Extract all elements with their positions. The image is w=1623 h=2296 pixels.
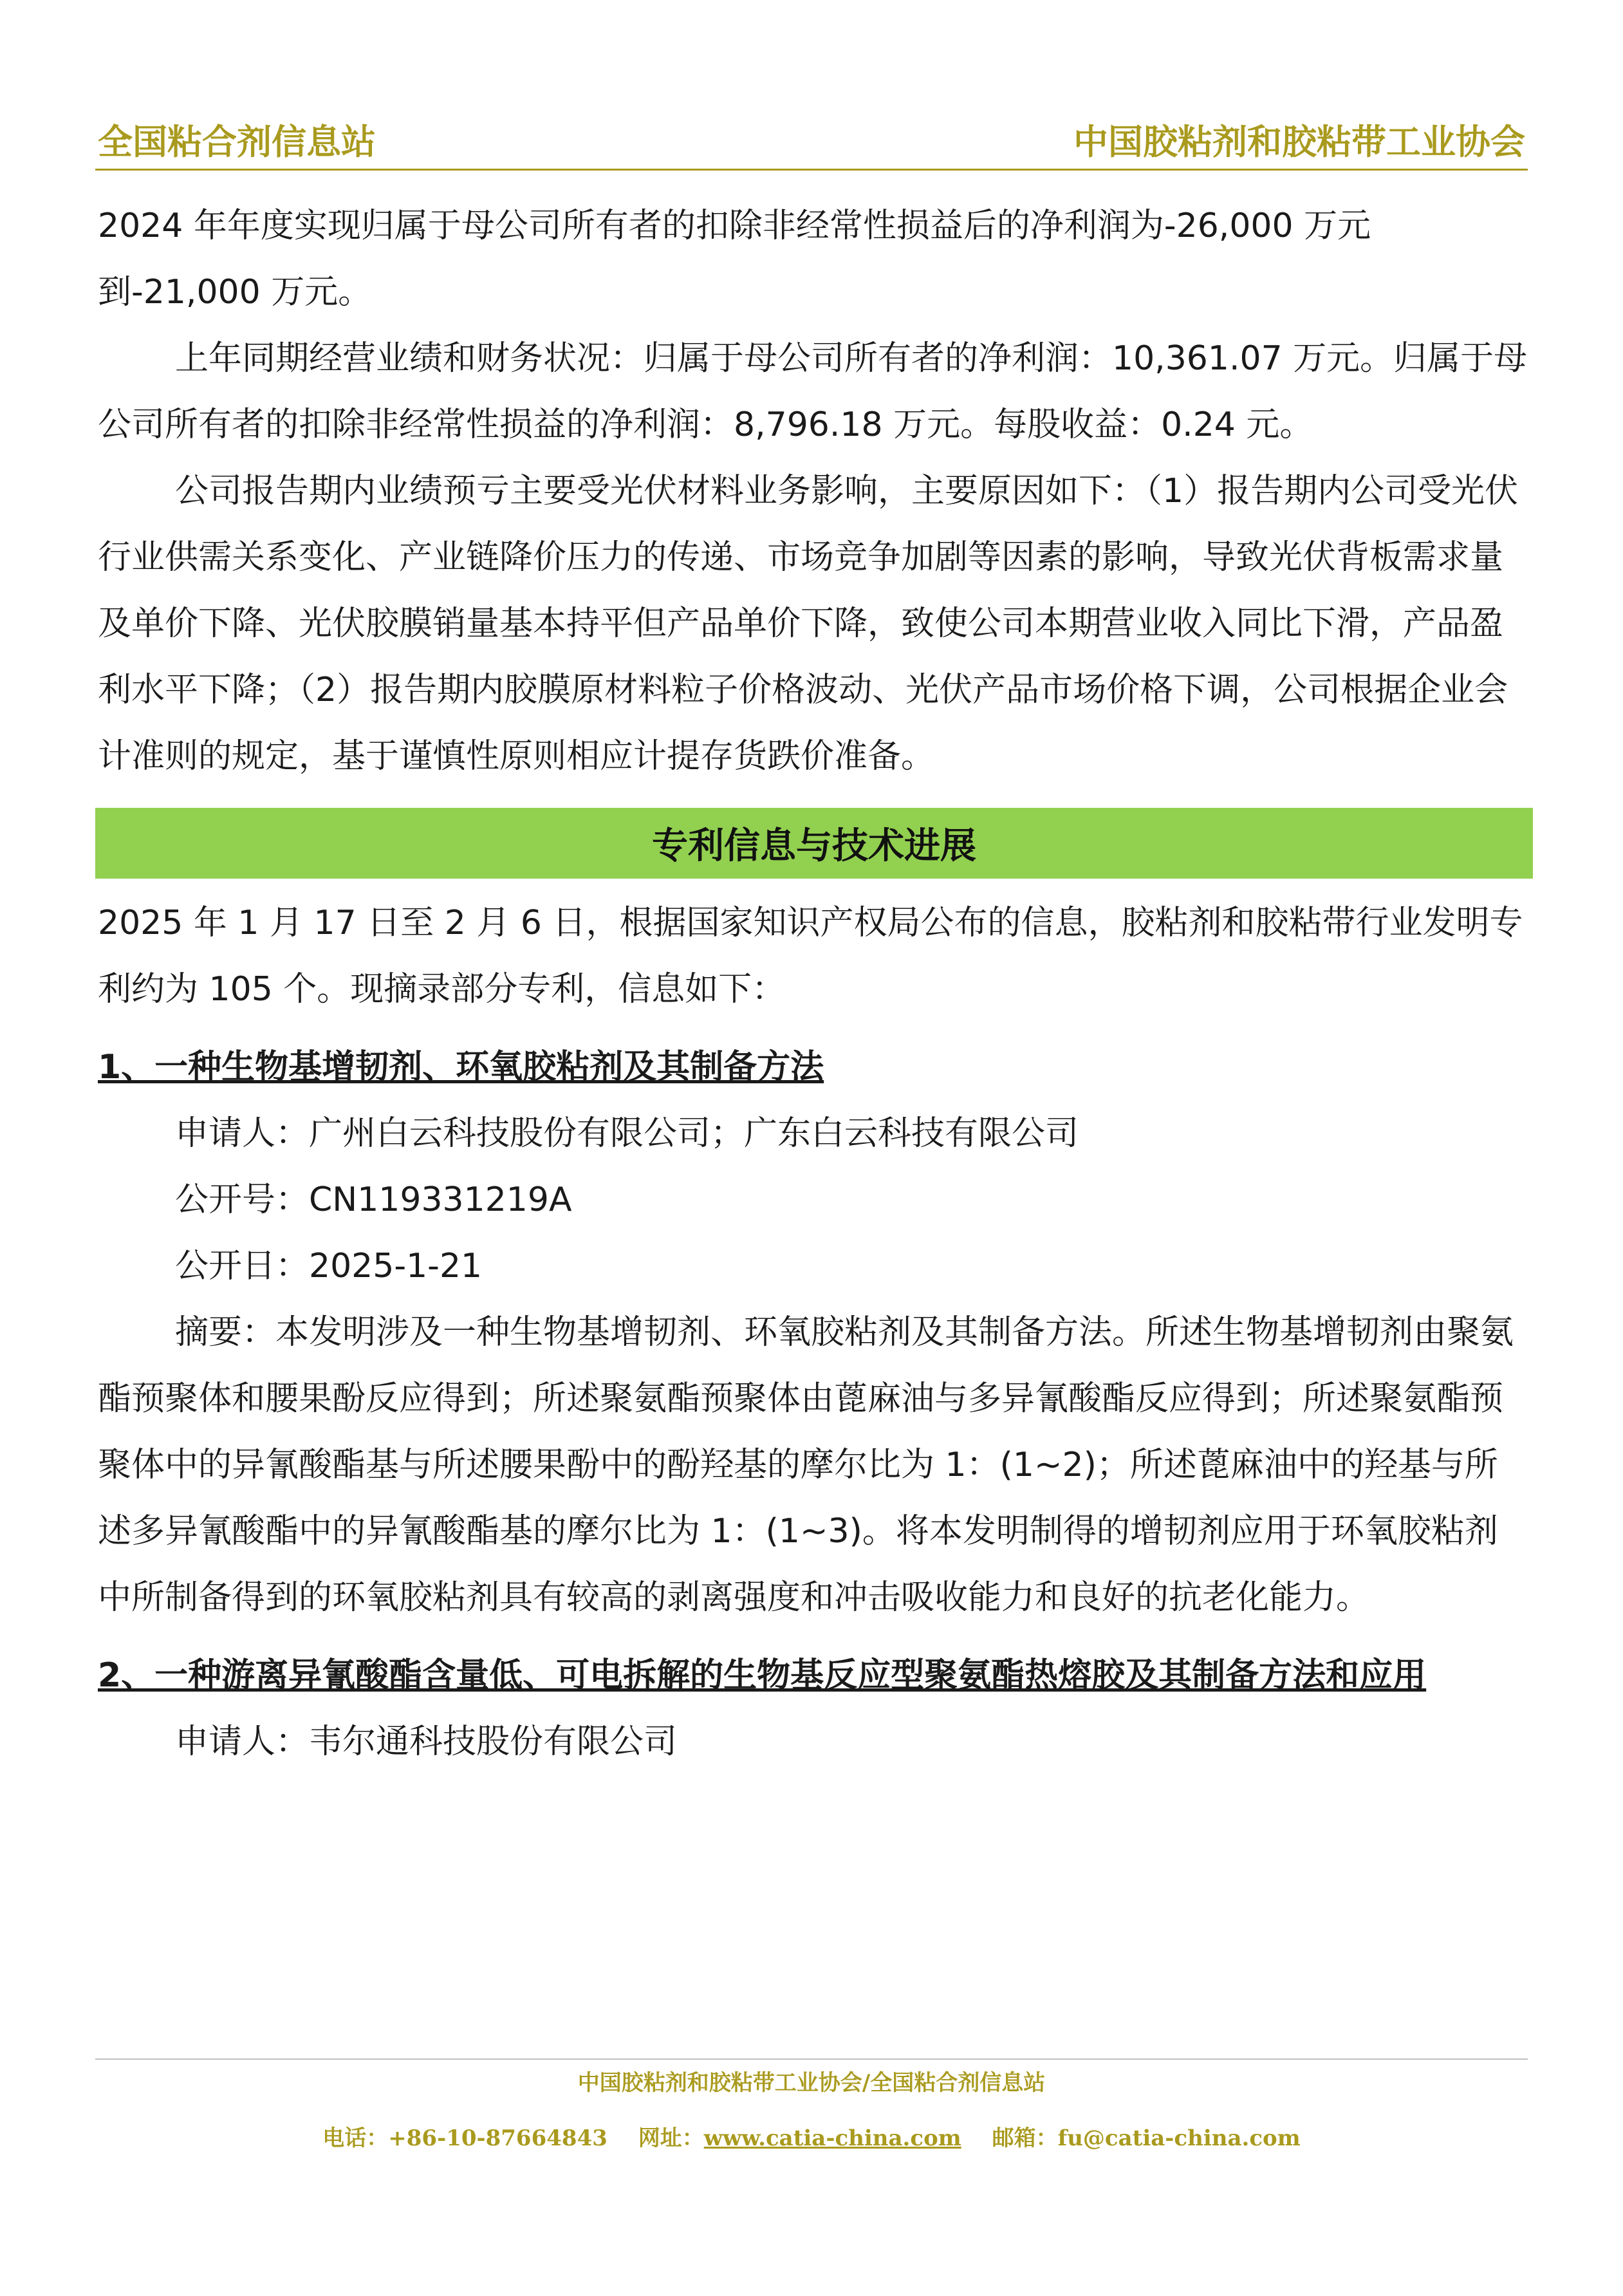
document-body [98, 193, 1530, 1775]
header-left-title: 全国粘合剂信息站 [98, 121, 376, 162]
footer-contact [0, 2120, 1623, 2152]
patent-2-applicant: 申请人：韦尔通科技股份有限公司 [175, 1722, 678, 1761]
patent-1-pub-date: 公开日：2025-1-21 [175, 1247, 483, 1285]
section-banner: 专利信息与技术进展 [95, 808, 1533, 879]
paragraph-net-profit: 2024 年年度实现归属于母公司所有者的扣除非经常性损益后的净利润为-26,000 万元到-21,000 万元。 [98, 207, 1371, 312]
patent-1-applicant: 申请人：广州白云科技股份有限公司；广东白云科技有限公司 [175, 1114, 1079, 1153]
patent-1-abstract: 摘要：本发明涉及一种生物基增韧剂、环氧胶粘剂及其制备方法。所述生物基增韧剂由聚氨酯预聚体和腰果酚反应得到；所述聚氨酯预聚体由蓖麻油与多异氰酸酯反应得到；所述聚氨酯预聚体中的异氰酸酯基与所述腰果酚中的酚羟基的摩尔比为 1：(1~2)；所述蓖麻油中的羟基与所述多异氰酸酯中的异氰酸酯基的摩尔比为 1：(1~3)。将本发明制得的增韧剂应用于环氧胶粘剂中所制备得到的环氧胶粘剂具有较高的剥离强度和冲击吸收能力和良好的抗老化能力。 [98, 1313, 1514, 1617]
patent-2-title: 2、一种游离异氰酸酯含量低、可电拆解的生物基反应型聚氨酯热熔胶及其制备方法和应用 [98, 1656, 1427, 1695]
header-divider [95, 169, 1528, 171]
section-intro: 2025 年 1 月 17 日至 2 月 6 日，根据国家知识产权局公布的信息，胶粘剂和胶粘带行业发明专利约为 105 个。现摘录部分专利，信息如下： [98, 904, 1523, 1009]
paragraph-reasons: 公司报告期内业绩预亏主要受光伏材料业务影响，主要原因如下：（1）报告期内公司受光伏行业供需关系变化、产业链降价压力的传递、市场竞争加剧等因素的影响，导致光伏背板需求量及单价下降、光伏胶膜销量基本持平但产品单价下降，致使公司本期营业收入同比下滑，产品盈利水平下降；（2）报告期内胶膜原材料粒子价格波动、光伏产品市场价格下调，公司根据企业会计准则的规定，基于谨慎性原则相应计提存货跌价准备。 [98, 472, 1519, 776]
patent-1-title: 1、一种生物基增韧剂、环氧胶粘剂及其制备方法 [98, 1048, 824, 1087]
footer-website-label: 网址： [638, 2125, 704, 2151]
footer-organization: 中国胶粘剂和胶粘带工业协会/全国粘合剂信息站 [577, 2070, 1046, 2096]
patent-1-pub-no: 公开号：CN119331219A [175, 1181, 572, 1219]
footer-email[interactable]: 邮箱：fu@catia-china.com [992, 2125, 1301, 2151]
footer-website-link[interactable]: www.catia-china.com [703, 2125, 961, 2151]
paragraph-last-year: 上年同期经营业绩和财务状况：归属于母公司所有者的净利润：10,361.07 万元。归属于母公司所有者的扣除非经常性损益的净利润：8,796.18 万元。每股收益：0.24 元。 [98, 339, 1528, 444]
footer-phone: 电话：+86-10-87664843 [322, 2125, 607, 2151]
footer-website-group [638, 2125, 961, 2151]
header-right-title: 中国胶粘剂和胶粘带工业协会 [1073, 121, 1525, 162]
footer-divider [95, 2058, 1528, 2060]
